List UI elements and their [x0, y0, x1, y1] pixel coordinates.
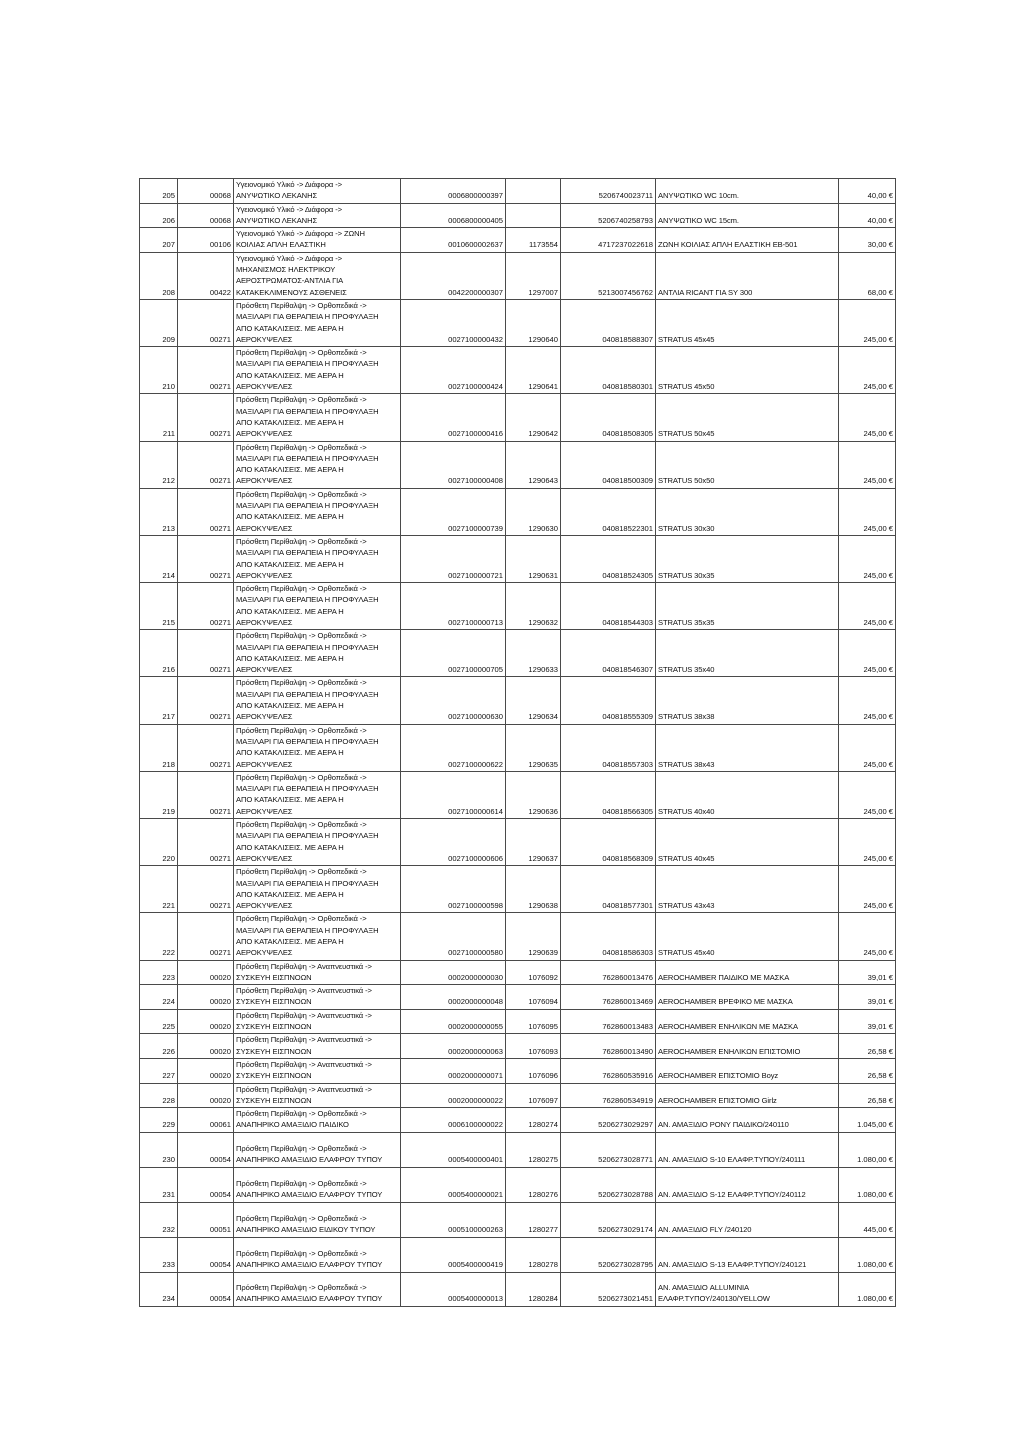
group-code-cell: 00271 — [178, 866, 234, 913]
table-row — [140, 724, 896, 771]
group-code-cell: 00020 — [178, 1009, 234, 1034]
reference-number-cell: 1297007 — [506, 252, 561, 299]
product-name-cell: ΑΝΤΛΙΑ RICANT ΓΙΑ SY 300 — [656, 252, 839, 299]
barcode-cell: 5206740023711 — [561, 179, 656, 204]
item-code-cell: 0027100000424 — [401, 347, 506, 394]
barcode-cell: 040818577301 — [561, 866, 656, 913]
barcode-cell: 5206740258793 — [561, 203, 656, 228]
group-code-cell: 00051 — [178, 1202, 234, 1237]
product-name-cell: STRATUS 40x40 — [656, 771, 839, 818]
barcode-cell: 5206273028795 — [561, 1237, 656, 1272]
group-code-cell: 00020 — [178, 960, 234, 985]
category-path-cell: Πρόσθετη Περίθαλψη -> Ορθοπεδικά -> ΜΑΞΙΛΑΡΙ ΓΙΑ ΘΕΡΑΠΕΙΑ Η ΠΡΟΦΥΛΑΞΗ ΑΠΟ ΚΑΤΑΚΛΙΣΕΙΣ. ΜΕ ΑΕΡΑ Η ΑΕΡΟΚΥΨΕΛΕΣ — [234, 677, 401, 724]
reference-number-cell: 1280276 — [506, 1167, 561, 1202]
row-number-cell: 232 — [140, 1202, 178, 1237]
row-number-cell: 209 — [140, 299, 178, 346]
item-code-cell: 0010600002637 — [401, 228, 506, 253]
table-row — [140, 630, 896, 677]
table-row — [140, 441, 896, 488]
price-cell: 245,00 € — [839, 724, 896, 771]
category-path-cell: Πρόσθετη Περίθαλψη -> Αναπνευστικά -> ΣΥΣΚΕΥΗ ΕΙΣΠΝΟΩΝ — [234, 1058, 401, 1083]
item-code-cell: 0027100000432 — [401, 299, 506, 346]
product-name-cell: STRATUS 50x45 — [656, 394, 839, 441]
row-number-cell: 212 — [140, 441, 178, 488]
group-code-cell: 00271 — [178, 630, 234, 677]
reference-number-cell: 1290631 — [506, 535, 561, 582]
item-code-cell: 0027100000630 — [401, 677, 506, 724]
barcode-cell: 762860534919 — [561, 1083, 656, 1108]
product-name-cell: STRATUS 40x45 — [656, 819, 839, 866]
table-row — [140, 1108, 896, 1133]
row-number-cell: 211 — [140, 394, 178, 441]
category-path-cell: Πρόσθετη Περίθαλψη -> Ορθοπεδικά -> ΜΑΞΙΛΑΡΙ ΓΙΑ ΘΕΡΑΠΕΙΑ Η ΠΡΟΦΥΛΑΞΗ ΑΠΟ ΚΑΤΑΚΛΙΣΕΙΣ. ΜΕ ΑΕΡΑ Η ΑΕΡΟΚΥΨΕΛΕΣ — [234, 488, 401, 535]
table-row — [140, 1237, 896, 1272]
item-code-cell: 0027100000622 — [401, 724, 506, 771]
price-cell: 245,00 € — [839, 583, 896, 630]
table-row — [140, 985, 896, 1010]
reference-number-cell: 1076094 — [506, 985, 561, 1010]
price-cell: 245,00 € — [839, 299, 896, 346]
category-path-cell: Πρόσθετη Περίθαλψη -> Ορθοπεδικά -> ΑΝΑΠΗΡΙΚΟ ΑΜΑΞΙΔΙΟ ΕΛΑΦΡΟΥ ΤΥΠΟΥ — [234, 1167, 401, 1202]
barcode-cell: 040818568309 — [561, 819, 656, 866]
category-path-cell: Υγειονομικό Υλικό -> Διάφορα -> ΑΝΥΨΩΤΙΚΟ ΛΕΚΑΝΗΣ — [234, 203, 401, 228]
row-number-cell: 207 — [140, 228, 178, 253]
category-path-cell: Υγειονομικό Υλικό -> Διάφορα -> ΑΝΥΨΩΤΙΚΟ ΛΕΚΑΝΗΣ — [234, 179, 401, 204]
table-row — [140, 1034, 896, 1059]
category-path-cell: Υγειονομικό Υλικό -> Διάφορα -> ΜΗΧΑΝΙΣΜΟΣ ΗΛΕΚΤΡΙΚΟΥ ΑΕΡΟΣΤΡΩΜΑΤΟΣ-ΑΝΤΛΙΑ ΓΙΑ ΚΑΤΑΚΕΚΛΙΜΕΝΟΥΣ ΑΣΘΕΝΕΙΣ — [234, 252, 401, 299]
barcode-cell: 5206273028771 — [561, 1132, 656, 1167]
reference-number-cell: 1290642 — [506, 394, 561, 441]
price-cell: 39,01 € — [839, 1009, 896, 1034]
category-path-cell: Πρόσθετη Περίθαλψη -> Αναπνευστικά -> ΣΥΣΚΕΥΗ ΕΙΣΠΝΟΩΝ — [234, 985, 401, 1010]
item-code-cell: 0002000000071 — [401, 1058, 506, 1083]
barcode-cell: 040818524305 — [561, 535, 656, 582]
price-cell: 30,00 € — [839, 228, 896, 253]
group-code-cell: 00020 — [178, 1058, 234, 1083]
reference-number-cell: 1076097 — [506, 1083, 561, 1108]
price-cell: 39,01 € — [839, 960, 896, 985]
barcode-cell: 762860535916 — [561, 1058, 656, 1083]
item-code-cell: 0002000000048 — [401, 985, 506, 1010]
reference-number-cell: 1290636 — [506, 771, 561, 818]
product-name-cell: ΑΝ. ΑΜΑΞΙΔΙΟ S-10 ΕΛΑΦΡ.ΤΥΠΟΥ/240111 — [656, 1132, 839, 1167]
reference-number-cell: 1173554 — [506, 228, 561, 253]
reference-number-cell: 1290643 — [506, 441, 561, 488]
group-code-cell: 00271 — [178, 299, 234, 346]
barcode-cell: 040818566305 — [561, 771, 656, 818]
item-code-cell: 0005400000021 — [401, 1167, 506, 1202]
reference-number-cell: 1076095 — [506, 1009, 561, 1034]
reference-number-cell: 1280277 — [506, 1202, 561, 1237]
category-path-cell: Πρόσθετη Περίθαλψη -> Ορθοπεδικά -> ΜΑΞΙΛΑΡΙ ΓΙΑ ΘΕΡΑΠΕΙΑ Η ΠΡΟΦΥΛΑΞΗ ΑΠΟ ΚΑΤΑΚΛΙΣΕΙΣ. ΜΕ ΑΕΡΑ Η ΑΕΡΟΚΥΨΕΛΕΣ — [234, 630, 401, 677]
table-row — [140, 677, 896, 724]
barcode-cell: 762860013490 — [561, 1034, 656, 1059]
barcode-cell: 762860013483 — [561, 1009, 656, 1034]
category-path-cell: Πρόσθετη Περίθαλψη -> Ορθοπεδικά -> ΜΑΞΙΛΑΡΙ ΓΙΑ ΘΕΡΑΠΕΙΑ Η ΠΡΟΦΥΛΑΞΗ ΑΠΟ ΚΑΤΑΚΛΙΣΕΙΣ. ΜΕ ΑΕΡΑ Η ΑΕΡΟΚΥΨΕΛΕΣ — [234, 819, 401, 866]
category-path-cell: Πρόσθετη Περίθαλψη -> Ορθοπεδικά -> ΜΑΞΙΛΑΡΙ ΓΙΑ ΘΕΡΑΠΕΙΑ Η ΠΡΟΦΥΛΑΞΗ ΑΠΟ ΚΑΤΑΚΛΙΣΕΙΣ. ΜΕ ΑΕΡΑ Η ΑΕΡΟΚΥΨΕΛΕΣ — [234, 535, 401, 582]
reference-number-cell: 1290633 — [506, 630, 561, 677]
table-row — [140, 866, 896, 913]
table-row — [140, 960, 896, 985]
group-code-cell: 00271 — [178, 394, 234, 441]
group-code-cell: 00271 — [178, 724, 234, 771]
item-code-cell: 0027100000721 — [401, 535, 506, 582]
group-code-cell: 00068 — [178, 203, 234, 228]
price-cell: 445,00 € — [839, 1202, 896, 1237]
barcode-cell: 040818546307 — [561, 630, 656, 677]
group-code-cell: 00054 — [178, 1272, 234, 1306]
reference-number-cell: 1290640 — [506, 299, 561, 346]
row-number-cell: 213 — [140, 488, 178, 535]
item-code-cell: 0027100000705 — [401, 630, 506, 677]
group-code-cell: 00054 — [178, 1167, 234, 1202]
price-cell: 245,00 € — [839, 630, 896, 677]
price-cell: 1.045,00 € — [839, 1108, 896, 1133]
row-number-cell: 234 — [140, 1272, 178, 1306]
barcode-cell: 040818586303 — [561, 913, 656, 960]
group-code-cell: 00020 — [178, 985, 234, 1010]
product-name-cell: STRATUS 35x35 — [656, 583, 839, 630]
category-path-cell: Πρόσθετη Περίθαλψη -> Ορθοπεδικά -> ΜΑΞΙΛΑΡΙ ΓΙΑ ΘΕΡΑΠΕΙΑ Η ΠΡΟΦΥΛΑΞΗ ΑΠΟ ΚΑΤΑΚΛΙΣΕΙΣ. ΜΕ ΑΕΡΑ Η ΑΕΡΟΚΥΨΕΛΕΣ — [234, 771, 401, 818]
price-cell: 245,00 € — [839, 677, 896, 724]
product-name-cell: STRATUS 43x43 — [656, 866, 839, 913]
item-code-cell: 0005400000013 — [401, 1272, 506, 1306]
price-cell: 1.080,00 € — [839, 1132, 896, 1167]
reference-number-cell: 1280275 — [506, 1132, 561, 1167]
item-code-cell: 0027100000580 — [401, 913, 506, 960]
product-name-cell: STRATUS 30x35 — [656, 535, 839, 582]
table-row — [140, 347, 896, 394]
item-code-cell: 0006800000397 — [401, 179, 506, 204]
price-cell: 39,01 € — [839, 985, 896, 1010]
row-number-cell: 229 — [140, 1108, 178, 1133]
product-name-cell: STRATUS 45x40 — [656, 913, 839, 960]
table-row — [140, 488, 896, 535]
category-path-cell: Πρόσθετη Περίθαλψη -> Αναπνευστικά -> ΣΥΣΚΕΥΗ ΕΙΣΠΝΟΩΝ — [234, 960, 401, 985]
category-path-cell: Πρόσθετη Περίθαλψη -> Ορθοπεδικά -> ΜΑΞΙΛΑΡΙ ΓΙΑ ΘΕΡΑΠΕΙΑ Η ΠΡΟΦΥΛΑΞΗ ΑΠΟ ΚΑΤΑΚΛΙΣΕΙΣ. ΜΕ ΑΕΡΑ Η ΑΕΡΟΚΥΨΕΛΕΣ — [234, 724, 401, 771]
reference-number-cell: 1290632 — [506, 583, 561, 630]
row-number-cell: 215 — [140, 583, 178, 630]
product-name-cell: ΑΝΥΨΩΤΙΚΟ WC 10cm. — [656, 179, 839, 204]
group-code-cell: 00271 — [178, 347, 234, 394]
row-number-cell: 214 — [140, 535, 178, 582]
barcode-cell: 040818588307 — [561, 299, 656, 346]
price-cell: 245,00 € — [839, 488, 896, 535]
barcode-cell: 762860013476 — [561, 960, 656, 985]
row-number-cell: 223 — [140, 960, 178, 985]
product-name-cell: STRATUS 35x40 — [656, 630, 839, 677]
row-number-cell: 231 — [140, 1167, 178, 1202]
table-row — [140, 913, 896, 960]
product-name-cell: STRATUS 30x30 — [656, 488, 839, 535]
barcode-cell: 040818555309 — [561, 677, 656, 724]
item-code-cell: 0006100000022 — [401, 1108, 506, 1133]
price-cell: 40,00 € — [839, 179, 896, 204]
item-code-cell: 0027100000416 — [401, 394, 506, 441]
barcode-cell: 040818508305 — [561, 394, 656, 441]
row-number-cell: 218 — [140, 724, 178, 771]
category-path-cell: Πρόσθετη Περίθαλψη -> Ορθοπεδικά -> ΑΝΑΠΗΡΙΚΟ ΑΜΑΞΙΔΙΟ ΕΛΑΦΡΟΥ ΤΥΠΟΥ — [234, 1132, 401, 1167]
row-number-cell: 228 — [140, 1083, 178, 1108]
row-number-cell: 233 — [140, 1237, 178, 1272]
row-number-cell: 227 — [140, 1058, 178, 1083]
product-name-cell: AEROCHAMBER ΕΝΗΛΙΚΩΝ ΕΠΙΣΤΟΜΙΟ — [656, 1034, 839, 1059]
reference-number-cell: 1290641 — [506, 347, 561, 394]
group-code-cell: 00054 — [178, 1237, 234, 1272]
table-row — [140, 299, 896, 346]
table-row — [140, 1083, 896, 1108]
barcode-cell: 4717237022618 — [561, 228, 656, 253]
category-path-cell: Πρόσθετη Περίθαλψη -> Ορθοπεδικά -> ΜΑΞΙΛΑΡΙ ΓΙΑ ΘΕΡΑΠΕΙΑ Η ΠΡΟΦΥΛΑΞΗ ΑΠΟ ΚΑΤΑΚΛΙΣΕΙΣ. ΜΕ ΑΕΡΑ Η ΑΕΡΟΚΥΨΕΛΕΣ — [234, 441, 401, 488]
item-code-cell: 0027100000408 — [401, 441, 506, 488]
product-name-cell: AEROCHAMBER ΕΠΙΣΤΟΜΙΟ Boyz — [656, 1058, 839, 1083]
table-row — [140, 1167, 896, 1202]
table-row — [140, 228, 896, 253]
table-body — [140, 179, 896, 1307]
product-name-cell: STRATUS 50x50 — [656, 441, 839, 488]
table-row — [140, 252, 896, 299]
barcode-cell: 762860013469 — [561, 985, 656, 1010]
row-number-cell: 206 — [140, 203, 178, 228]
table-row — [140, 583, 896, 630]
reference-number-cell: 1280278 — [506, 1237, 561, 1272]
group-code-cell: 00061 — [178, 1108, 234, 1133]
table-row — [140, 535, 896, 582]
table-row — [140, 1058, 896, 1083]
category-path-cell: Πρόσθετη Περίθαλψη -> Ορθοπεδικά -> ΑΝΑΠΗΡΙΚΟ ΑΜΑΞΙΔΙΟ ΕΙΔΙΚΟΥ ΤΥΠΟΥ — [234, 1202, 401, 1237]
group-code-cell: 00271 — [178, 583, 234, 630]
barcode-cell: 5206273029297 — [561, 1108, 656, 1133]
product-price-table — [139, 178, 896, 1307]
price-cell: 40,00 € — [839, 203, 896, 228]
table-row — [140, 1009, 896, 1034]
group-code-cell: 00054 — [178, 1132, 234, 1167]
item-code-cell: 0042200000307 — [401, 252, 506, 299]
reference-number-cell: 1290630 — [506, 488, 561, 535]
barcode-cell: 5206273028788 — [561, 1167, 656, 1202]
product-name-cell: ΖΩΝΗ ΚΟΙΛΙΑΣ ΑΠΛΗ ΕΛΑΣΤΙΚΗ EB-501 — [656, 228, 839, 253]
item-code-cell: 0005400000401 — [401, 1132, 506, 1167]
group-code-cell: 00271 — [178, 441, 234, 488]
table-row — [140, 1132, 896, 1167]
group-code-cell: 00106 — [178, 228, 234, 253]
group-code-cell: 00068 — [178, 179, 234, 204]
barcode-cell: 5206273021451 — [561, 1272, 656, 1306]
row-number-cell: 220 — [140, 819, 178, 866]
price-cell: 26,58 € — [839, 1083, 896, 1108]
reference-number-cell: 1076092 — [506, 960, 561, 985]
product-name-cell: AEROCHAMBER ΠΑΙΔΙΚΟ ΜΕ ΜΑΣΚΑ — [656, 960, 839, 985]
price-cell: 245,00 € — [839, 347, 896, 394]
row-number-cell: 226 — [140, 1034, 178, 1059]
product-name-cell: AEROCHAMBER ΕΠΙΣΤΟΜΙΟ Girlz — [656, 1083, 839, 1108]
row-number-cell: 208 — [140, 252, 178, 299]
table-row — [140, 1272, 896, 1306]
row-number-cell: 216 — [140, 630, 178, 677]
item-code-cell: 0002000000030 — [401, 960, 506, 985]
category-path-cell: Πρόσθετη Περίθαλψη -> Ορθοπεδικά -> ΑΝΑΠΗΡΙΚΟ ΑΜΑΞΙΔΙΟ ΠΑΙΔΙΚΟ — [234, 1108, 401, 1133]
barcode-cell: 040818557303 — [561, 724, 656, 771]
price-cell: 245,00 € — [839, 771, 896, 818]
product-name-cell: STRATUS 45x45 — [656, 299, 839, 346]
group-code-cell: 00020 — [178, 1034, 234, 1059]
item-code-cell: 0027100000614 — [401, 771, 506, 818]
item-code-cell: 0027100000598 — [401, 866, 506, 913]
price-cell: 26,58 € — [839, 1034, 896, 1059]
product-name-cell: ΑΝ. ΑΜΑΞΙΔΙΟ S-12 ΕΛΑΦΡ.ΤΥΠΟΥ/240112 — [656, 1167, 839, 1202]
table-row — [140, 771, 896, 818]
category-path-cell: Πρόσθετη Περίθαλψη -> Ορθοπεδικά -> ΜΑΞΙΛΑΡΙ ΓΙΑ ΘΕΡΑΠΕΙΑ Η ΠΡΟΦΥΛΑΞΗ ΑΠΟ ΚΑΤΑΚΛΙΣΕΙΣ. ΜΕ ΑΕΡΑ Η ΑΕΡΟΚΥΨΕΛΕΣ — [234, 347, 401, 394]
category-path-cell: Πρόσθετη Περίθαλψη -> Αναπνευστικά -> ΣΥΣΚΕΥΗ ΕΙΣΠΝΟΩΝ — [234, 1034, 401, 1059]
item-code-cell: 0027100000606 — [401, 819, 506, 866]
table-row — [140, 203, 896, 228]
price-cell: 245,00 € — [839, 535, 896, 582]
price-cell: 26,58 € — [839, 1058, 896, 1083]
reference-number-cell: 1290639 — [506, 913, 561, 960]
group-code-cell: 00271 — [178, 535, 234, 582]
category-path-cell: Πρόσθετη Περίθαλψη -> Ορθοπεδικά -> ΜΑΞΙΛΑΡΙ ΓΙΑ ΘΕΡΑΠΕΙΑ Η ΠΡΟΦΥΛΑΞΗ ΑΠΟ ΚΑΤΑΚΛΙΣΕΙΣ. ΜΕ ΑΕΡΑ Η ΑΕΡΟΚΥΨΕΛΕΣ — [234, 394, 401, 441]
group-code-cell: 00271 — [178, 819, 234, 866]
price-cell: 68,00 € — [839, 252, 896, 299]
table-row — [140, 394, 896, 441]
table-row — [140, 819, 896, 866]
group-code-cell: 00271 — [178, 488, 234, 535]
item-code-cell: 0027100000739 — [401, 488, 506, 535]
price-cell: 1.080,00 € — [839, 1272, 896, 1306]
row-number-cell: 210 — [140, 347, 178, 394]
product-name-cell: STRATUS 45x50 — [656, 347, 839, 394]
price-cell: 245,00 € — [839, 819, 896, 866]
row-number-cell: 217 — [140, 677, 178, 724]
category-path-cell: Πρόσθετη Περίθαλψη -> Ορθοπεδικά -> ΜΑΞΙΛΑΡΙ ΓΙΑ ΘΕΡΑΠΕΙΑ Η ΠΡΟΦΥΛΑΞΗ ΑΠΟ ΚΑΤΑΚΛΙΣΕΙΣ. ΜΕ ΑΕΡΑ Η ΑΕΡΟΚΥΨΕΛΕΣ — [234, 299, 401, 346]
reference-number-cell: 1280274 — [506, 1108, 561, 1133]
reference-number-cell: 1280284 — [506, 1272, 561, 1306]
row-number-cell: 230 — [140, 1132, 178, 1167]
product-name-cell: ΑΝΥΨΩΤΙΚΟ WC 15cm. — [656, 203, 839, 228]
group-code-cell: 00271 — [178, 771, 234, 818]
row-number-cell: 224 — [140, 985, 178, 1010]
reference-number-cell: 1290637 — [506, 819, 561, 866]
reference-number-cell — [506, 179, 561, 204]
product-name-cell: AEROCHAMBER ΕΝΗΛΙΚΩΝ ΜΕ ΜΑΣΚΑ — [656, 1009, 839, 1034]
price-cell: 245,00 € — [839, 441, 896, 488]
barcode-cell: 040818544303 — [561, 583, 656, 630]
row-number-cell: 222 — [140, 913, 178, 960]
row-number-cell: 221 — [140, 866, 178, 913]
item-code-cell: 0005100000263 — [401, 1202, 506, 1237]
item-code-cell: 0002000000063 — [401, 1034, 506, 1059]
group-code-cell: 00020 — [178, 1083, 234, 1108]
product-name-cell: AEROCHAMBER ΒΡΕΦΙΚΟ ΜΕ ΜΑΣΚΑ — [656, 985, 839, 1010]
category-path-cell: Πρόσθετη Περίθαλψη -> Ορθοπεδικά -> ΜΑΞΙΛΑΡΙ ΓΙΑ ΘΕΡΑΠΕΙΑ Η ΠΡΟΦΥΛΑΞΗ ΑΠΟ ΚΑΤΑΚΛΙΣΕΙΣ. ΜΕ ΑΕΡΑ Η ΑΕΡΟΚΥΨΕΛΕΣ — [234, 583, 401, 630]
category-path-cell: Πρόσθετη Περίθαλψη -> Ορθοπεδικά -> ΑΝΑΠΗΡΙΚΟ ΑΜΑΞΙΔΙΟ ΕΛΑΦΡΟΥ ΤΥΠΟΥ — [234, 1237, 401, 1272]
reference-number-cell: 1290638 — [506, 866, 561, 913]
product-name-cell: ΑΝ. ΑΜΑΞΙΔΙΟ FLY /240120 — [656, 1202, 839, 1237]
row-number-cell: 225 — [140, 1009, 178, 1034]
reference-number-cell: 1076093 — [506, 1034, 561, 1059]
item-code-cell: 0002000000055 — [401, 1009, 506, 1034]
product-name-cell: STRATUS 38x38 — [656, 677, 839, 724]
product-name-cell: ΑΝ. ΑΜΑΞΙΔΙΟ ALLUMINIA ΕΛΑΦΡ.ΤΥΠΟΥ/240130/YELLOW — [656, 1272, 839, 1306]
price-cell: 245,00 € — [839, 866, 896, 913]
barcode-cell: 5206273029174 — [561, 1202, 656, 1237]
product-name-cell: STRATUS 38x43 — [656, 724, 839, 771]
category-path-cell: Πρόσθετη Περίθαλψη -> Ορθοπεδικά -> ΜΑΞΙΛΑΡΙ ΓΙΑ ΘΕΡΑΠΕΙΑ Η ΠΡΟΦΥΛΑΞΗ ΑΠΟ ΚΑΤΑΚΛΙΣΕΙΣ. ΜΕ ΑΕΡΑ Η ΑΕΡΟΚΥΨΕΛΕΣ — [234, 913, 401, 960]
reference-number-cell: 1076096 — [506, 1058, 561, 1083]
product-name-cell: ΑΝ. ΑΜΑΞΙΔΙΟ PONY ΠΑΙΔΙΚΟ/240110 — [656, 1108, 839, 1133]
barcode-cell: 040818580301 — [561, 347, 656, 394]
category-path-cell: Υγειονομικό Υλικό -> Διάφορα -> ΖΩΝΗ ΚΟΙΛΙΑΣ ΑΠΛΗ ΕΛΑΣΤΙΚΗ — [234, 228, 401, 253]
group-code-cell: 00271 — [178, 913, 234, 960]
group-code-cell: 00422 — [178, 252, 234, 299]
barcode-cell: 040818500309 — [561, 441, 656, 488]
category-path-cell: Πρόσθετη Περίθαλψη -> Αναπνευστικά -> ΣΥΣΚΕΥΗ ΕΙΣΠΝΟΩΝ — [234, 1009, 401, 1034]
price-cell: 245,00 € — [839, 913, 896, 960]
item-code-cell: 0006800000405 — [401, 203, 506, 228]
product-name-cell: ΑΝ. ΑΜΑΞΙΔΙΟ S-13 ΕΛΑΦΡ.ΤΥΠΟΥ/240121 — [656, 1237, 839, 1272]
row-number-cell: 219 — [140, 771, 178, 818]
item-code-cell: 0002000000022 — [401, 1083, 506, 1108]
price-cell: 245,00 € — [839, 394, 896, 441]
table-row — [140, 1202, 896, 1237]
reference-number-cell — [506, 203, 561, 228]
reference-number-cell: 1290634 — [506, 677, 561, 724]
item-code-cell: 0027100000713 — [401, 583, 506, 630]
barcode-cell: 5213007456762 — [561, 252, 656, 299]
reference-number-cell: 1290635 — [506, 724, 561, 771]
category-path-cell: Πρόσθετη Περίθαλψη -> Αναπνευστικά -> ΣΥΣΚΕΥΗ ΕΙΣΠΝΟΩΝ — [234, 1083, 401, 1108]
category-path-cell: Πρόσθετη Περίθαλψη -> Ορθοπεδικά -> ΜΑΞΙΛΑΡΙ ΓΙΑ ΘΕΡΑΠΕΙΑ Η ΠΡΟΦΥΛΑΞΗ ΑΠΟ ΚΑΤΑΚΛΙΣΕΙΣ. ΜΕ ΑΕΡΑ Η ΑΕΡΟΚΥΨΕΛΕΣ — [234, 866, 401, 913]
group-code-cell: 00271 — [178, 677, 234, 724]
price-cell: 1.080,00 € — [839, 1237, 896, 1272]
barcode-cell: 040818522301 — [561, 488, 656, 535]
table-row — [140, 179, 896, 204]
price-cell: 1.080,00 € — [839, 1167, 896, 1202]
item-code-cell: 0005400000419 — [401, 1237, 506, 1272]
category-path-cell: Πρόσθετη Περίθαλψη -> Ορθοπεδικά -> ΑΝΑΠΗΡΙΚΟ ΑΜΑΞΙΔΙΟ ΕΛΑΦΡΟΥ ΤΥΠΟΥ — [234, 1272, 401, 1306]
row-number-cell: 205 — [140, 179, 178, 204]
